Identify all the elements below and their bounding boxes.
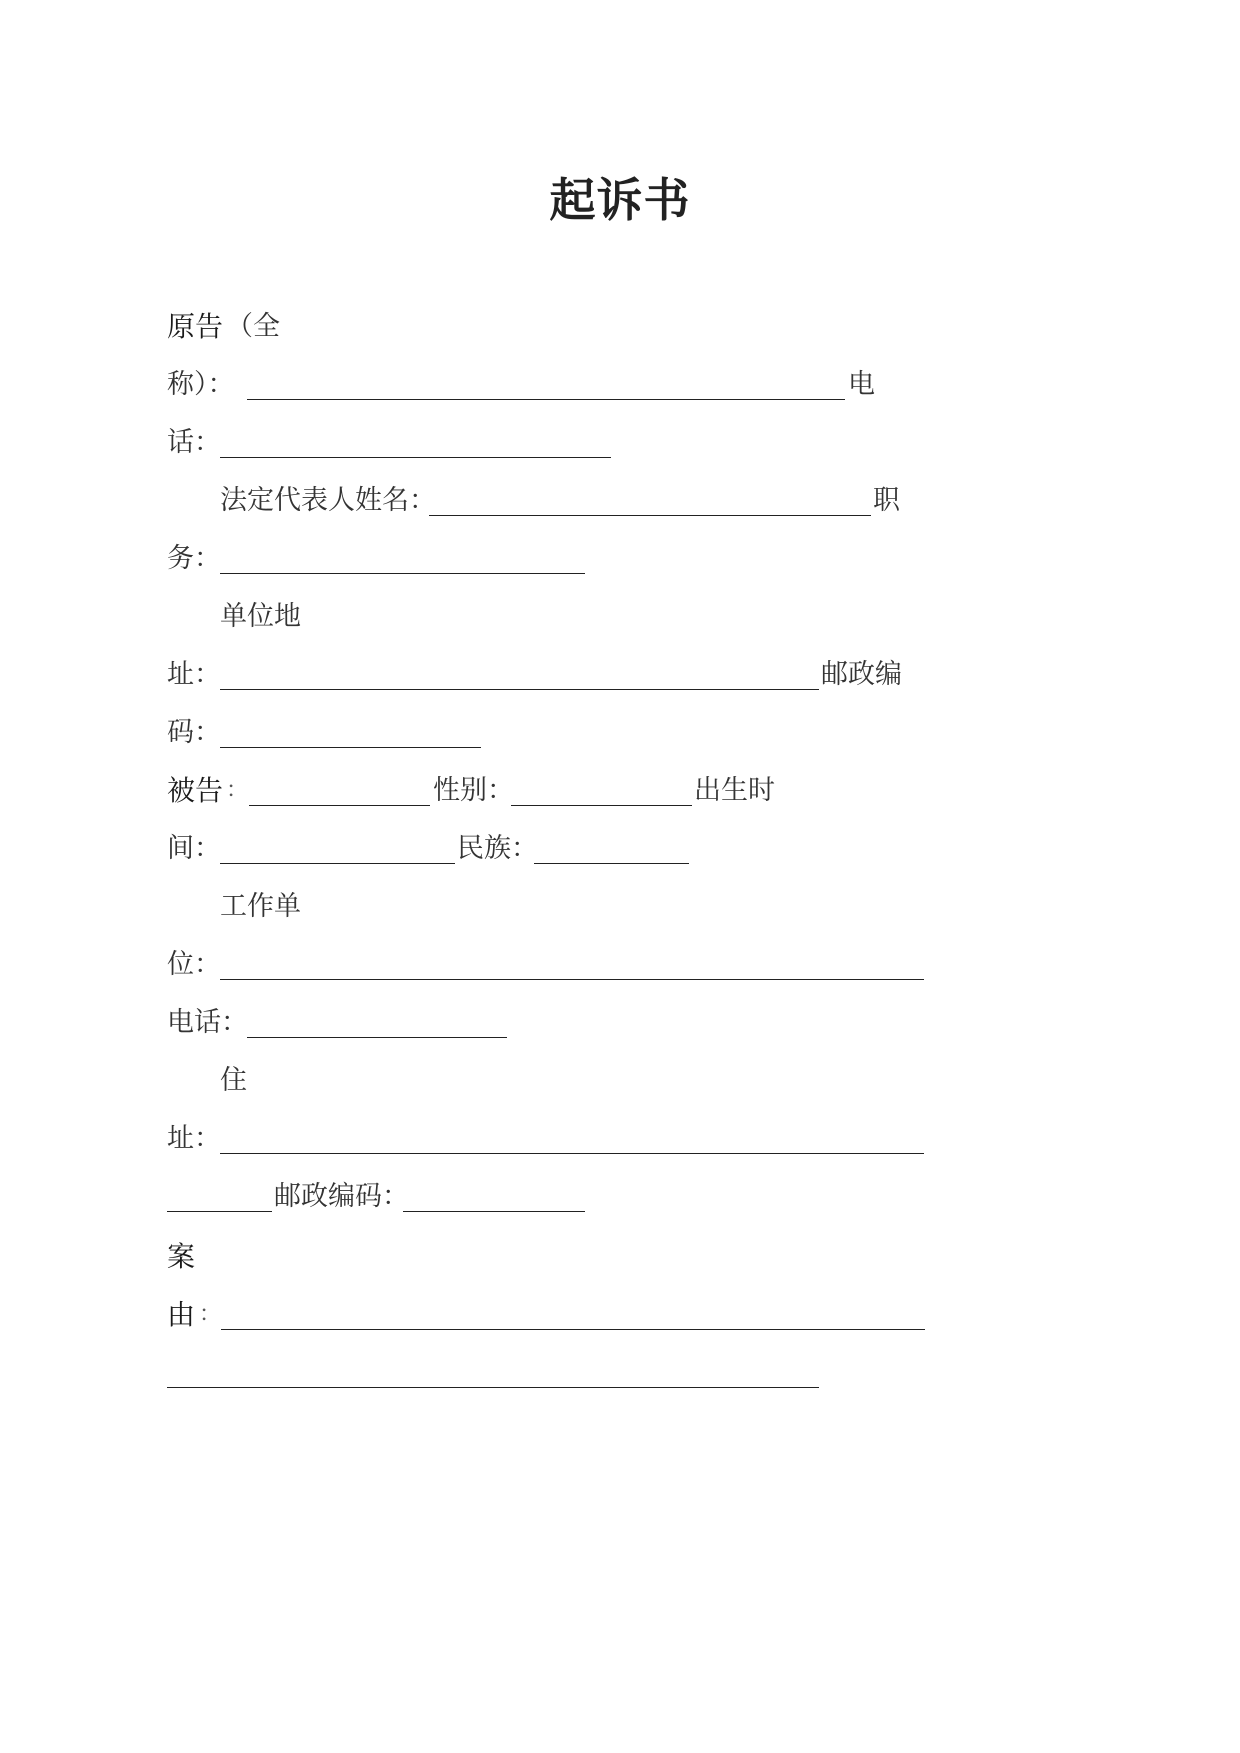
defendant-address-line xyxy=(0,1122,1240,1156)
case-colon: ： xyxy=(199,1302,222,1327)
defendant-label: 被告 xyxy=(167,774,224,807)
defendant-address-field[interactable] xyxy=(220,1153,924,1154)
defendant-gender-field[interactable] xyxy=(511,805,692,806)
defendant-birth-line xyxy=(0,832,1240,866)
plaintiff-position-label-start: 职 xyxy=(873,485,900,516)
case-label-end: 由 xyxy=(167,1298,196,1331)
defendant-employer-heading-line xyxy=(0,890,1240,924)
plaintiff-phone-label-start: 电 xyxy=(848,369,875,400)
defendant-gender-label: 性别： xyxy=(433,775,514,806)
plaintiff-heading-line xyxy=(0,310,1240,344)
plaintiff-position-label-end: 务： xyxy=(167,543,221,574)
defendant-colon: ： xyxy=(226,778,249,803)
plaintiff-rep-name-field[interactable] xyxy=(429,515,871,516)
defendant-employer-label-start: 工作单 xyxy=(220,891,301,922)
defendant-ethnicity-field[interactable] xyxy=(534,863,689,864)
plaintiff-rep-name-label: 法定代表人姓名： xyxy=(220,485,436,516)
defendant-name-field[interactable] xyxy=(249,805,430,806)
plaintiff-rep-line xyxy=(0,484,1240,518)
defendant-address-label-end: 址： xyxy=(167,1123,221,1154)
case-line xyxy=(0,1298,1240,1332)
defendant-address-heading-line xyxy=(0,1064,1240,1098)
plaintiff-name-field[interactable] xyxy=(247,399,845,400)
plaintiff-position-line xyxy=(0,542,1240,576)
defendant-ethnicity-label: 民族： xyxy=(457,833,538,864)
plaintiff-phone-label-end: 话： xyxy=(167,427,221,458)
defendant-phone-label: 电话： xyxy=(167,1007,248,1038)
plaintiff-name-label-end: 称）： xyxy=(167,369,235,400)
plaintiff-address-field[interactable] xyxy=(220,689,819,690)
case-continuation-line xyxy=(0,1356,1240,1390)
case-continuation-field[interactable] xyxy=(167,1387,819,1388)
defendant-postcode-field[interactable] xyxy=(403,1211,585,1212)
plaintiff-phone-field[interactable] xyxy=(220,457,611,458)
defendant-employer-field[interactable] xyxy=(220,979,924,980)
plaintiff-position-field[interactable] xyxy=(220,573,585,574)
case-heading-line xyxy=(0,1240,1240,1274)
defendant-phone-field[interactable] xyxy=(247,1037,507,1038)
plaintiff-address-heading-line xyxy=(0,600,1240,634)
defendant-phone-line xyxy=(0,1006,1240,1040)
defendant-address-label-start: 住 xyxy=(220,1065,247,1096)
plaintiff-address-label-end: 址： xyxy=(167,659,221,690)
plaintiff-address-label-start: 单位地 xyxy=(220,601,301,632)
defendant-birth-label-start: 出生时 xyxy=(694,775,775,806)
plaintiff-postcode-field[interactable] xyxy=(220,747,481,748)
plaintiff-name-label-start: （全 xyxy=(226,311,280,342)
document-title: 起诉书 xyxy=(549,173,691,227)
plaintiff-postcode-label-end: 码： xyxy=(167,717,221,748)
defendant-postcode-line xyxy=(0,1180,1240,1214)
plaintiff-postcode-line xyxy=(0,716,1240,750)
plaintiff-address-line xyxy=(0,658,1240,692)
defendant-employer-label-end: 位： xyxy=(167,949,221,980)
plaintiff-label: 原告 xyxy=(167,310,224,343)
defendant-employer-line xyxy=(0,948,1240,982)
defendant-postcode-label: 邮政编码： xyxy=(274,1181,409,1212)
defendant-address-continuation-field[interactable] xyxy=(167,1211,272,1212)
defendant-birth-label-end: 间： xyxy=(167,833,221,864)
defendant-name-line xyxy=(0,774,1240,808)
plaintiff-phone-line xyxy=(0,426,1240,460)
case-field[interactable] xyxy=(221,1329,925,1330)
defendant-birth-field[interactable] xyxy=(220,863,455,864)
plaintiff-postcode-label-start: 邮政编 xyxy=(821,659,902,690)
plaintiff-name-line xyxy=(0,368,1240,402)
case-label-start: 案 xyxy=(167,1240,196,1273)
